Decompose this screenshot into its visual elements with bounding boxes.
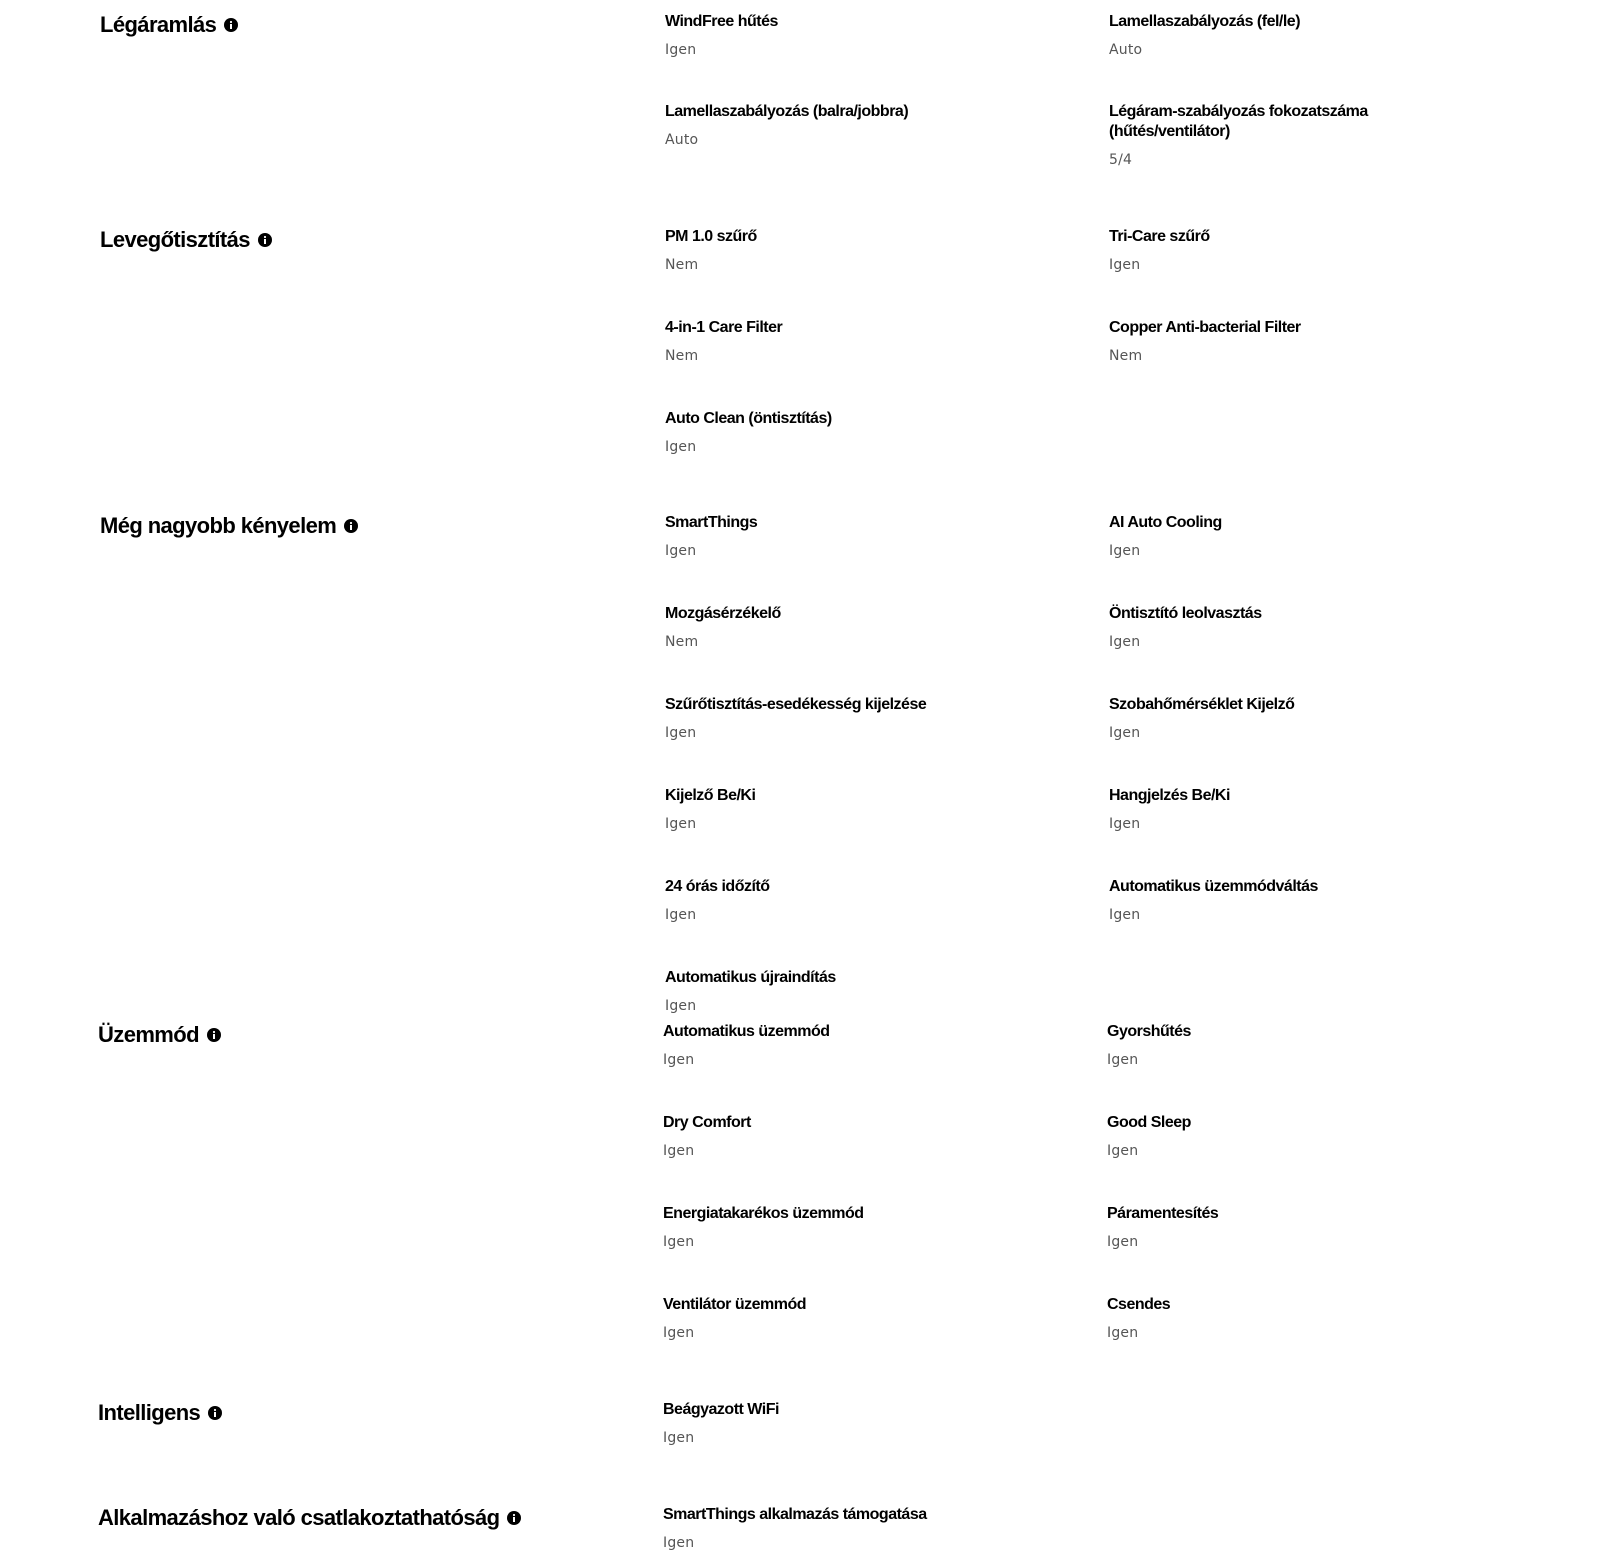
- spec-item: [665, 695, 1065, 742]
- spec-value: Igen: [1109, 634, 1141, 650]
- section-title: [98, 1022, 221, 1048]
- spec-item: [665, 786, 1065, 833]
- spec-item: [663, 1113, 1063, 1160]
- spec-label: Kijelző Be/Ki: [665, 787, 756, 804]
- spec-item: [663, 1400, 1063, 1447]
- spec-value: Igen: [665, 42, 697, 58]
- spec-label: 24 órás időzítő: [665, 878, 770, 895]
- section-title-text: Légáramlás: [100, 12, 217, 37]
- section-title-text: Még nagyobb kényelem: [100, 513, 337, 538]
- spec-label: Dry Comfort: [663, 1114, 751, 1131]
- section-title-text: Intelligens: [98, 1400, 201, 1425]
- section-title-text: Üzemmód: [98, 1022, 199, 1047]
- spec-label: Copper Anti-bacterial Filter: [1109, 319, 1301, 336]
- spec-item: [1109, 318, 1509, 365]
- spec-label: Hangjelzés Be/Ki: [1109, 787, 1230, 804]
- spec-item: [665, 968, 1065, 1015]
- spec-label: WindFree hűtés: [665, 13, 778, 30]
- spec-item: [663, 1204, 1063, 1251]
- spec-value: Igen: [665, 439, 697, 455]
- spec-item: [1109, 695, 1509, 742]
- spec-item: [665, 513, 1065, 560]
- spec-label: AI Auto Cooling: [1109, 514, 1222, 531]
- spec-item: [665, 409, 1065, 456]
- spec-item: [1109, 877, 1509, 924]
- spec-item: [1109, 227, 1509, 274]
- info-icon[interactable]: [208, 1406, 222, 1420]
- spec-label: Ventilátor üzemmód: [663, 1296, 807, 1313]
- spec-value: Igen: [663, 1325, 695, 1341]
- spec-value: Igen: [1109, 543, 1141, 559]
- spec-item: [1109, 786, 1509, 833]
- info-icon[interactable]: [507, 1511, 521, 1525]
- spec-label: Öntisztító leolvasztás: [1109, 605, 1262, 622]
- spec-value: Auto: [665, 132, 699, 148]
- spec-label: Légáram-szabályozás fokozatszáma (hűtés/ventilátor): [1109, 103, 1368, 140]
- spec-value: Igen: [1109, 257, 1141, 273]
- spec-value: Igen: [665, 816, 697, 832]
- spec-value: Igen: [663, 1143, 695, 1159]
- info-icon[interactable]: [207, 1028, 221, 1042]
- spec-label: Páramentesítés: [1107, 1205, 1219, 1222]
- spec-label: Automatikus üzemmódváltás: [1109, 878, 1318, 895]
- spec-item: [663, 1505, 1063, 1552]
- section-title: [98, 1505, 521, 1531]
- spec-item: [1109, 513, 1509, 560]
- spec-value: Igen: [665, 543, 697, 559]
- spec-label: Auto Clean (öntisztítás): [665, 410, 832, 427]
- spec-label: SmartThings: [665, 514, 758, 531]
- spec-label: PM 1.0 szűrő: [665, 228, 757, 245]
- spec-label: Szobahőmérséklet Kijelző: [1109, 696, 1295, 713]
- spec-item: [665, 877, 1065, 924]
- spec-value: Igen: [1109, 907, 1141, 923]
- spec-item: [663, 1022, 1063, 1069]
- spec-item: [663, 1295, 1063, 1342]
- spec-value: Nem: [665, 257, 699, 273]
- spec-item: [1109, 604, 1509, 651]
- spec-item: [665, 12, 1065, 59]
- spec-label: Energiatakarékos üzemmód: [663, 1205, 864, 1222]
- spec-value: Igen: [1107, 1234, 1139, 1250]
- spec-label: Lamellaszabályozás (fel/le): [1109, 13, 1301, 30]
- info-icon[interactable]: [224, 18, 238, 32]
- spec-label: 4-in-1 Care Filter: [665, 319, 783, 336]
- spec-value: Igen: [1107, 1325, 1139, 1341]
- spec-value: Auto: [1109, 42, 1143, 58]
- spec-item: [665, 227, 1065, 274]
- spec-value: Nem: [1109, 348, 1143, 364]
- info-icon[interactable]: [258, 233, 272, 247]
- section-title: [100, 12, 238, 38]
- spec-value: Igen: [663, 1430, 695, 1446]
- section-title-text: Levegőtisztítás: [100, 227, 250, 252]
- spec-item: [1107, 1113, 1507, 1160]
- spec-value: Igen: [663, 1535, 695, 1551]
- spec-label: Lamellaszabályozás (balra/jobbra): [665, 103, 909, 120]
- spec-item: [665, 102, 1065, 149]
- section-title: [98, 1400, 222, 1426]
- spec-item: [1107, 1295, 1507, 1342]
- section-title: [100, 227, 272, 253]
- spec-label: Automatikus újraindítás: [665, 969, 836, 986]
- spec-label: Automatikus üzemmód: [663, 1023, 830, 1040]
- spec-value: Igen: [663, 1234, 695, 1250]
- spec-label: Szűrőtisztítás-esedékesség kijelzése: [665, 696, 927, 713]
- spec-item: [665, 318, 1065, 365]
- spec-item: [665, 604, 1065, 651]
- spec-label: Csendes: [1107, 1296, 1171, 1313]
- spec-value: Igen: [1109, 816, 1141, 832]
- spec-value: Igen: [1107, 1052, 1139, 1068]
- spec-value: Igen: [1109, 725, 1141, 741]
- spec-value: Igen: [663, 1052, 695, 1068]
- spec-value: Igen: [1107, 1143, 1139, 1159]
- spec-label: Gyorshűtés: [1107, 1023, 1191, 1040]
- spec-label: Mozgásérzékelő: [665, 605, 781, 622]
- spec-value: Igen: [665, 907, 697, 923]
- spec-item: [1107, 1022, 1507, 1069]
- spec-item: [1109, 102, 1409, 169]
- spec-value: 5/4: [1109, 152, 1133, 168]
- spec-label: Tri-Care szűrő: [1109, 228, 1210, 245]
- spec-value: Igen: [665, 998, 697, 1014]
- spec-item: [1109, 12, 1509, 59]
- spec-value: Igen: [665, 725, 697, 741]
- spec-item: [1107, 1204, 1507, 1251]
- section-title-text: Alkalmazáshoz való csatlakoztathatóság: [98, 1505, 500, 1530]
- spec-label: Beágyazott WiFi: [663, 1401, 779, 1418]
- spec-value: Nem: [665, 634, 699, 650]
- spec-label: SmartThings alkalmazás támogatása: [663, 1506, 927, 1523]
- spec-value: Nem: [665, 348, 699, 364]
- section-title: [100, 513, 358, 539]
- spec-label: Good Sleep: [1107, 1114, 1191, 1131]
- info-icon[interactable]: [344, 519, 358, 533]
